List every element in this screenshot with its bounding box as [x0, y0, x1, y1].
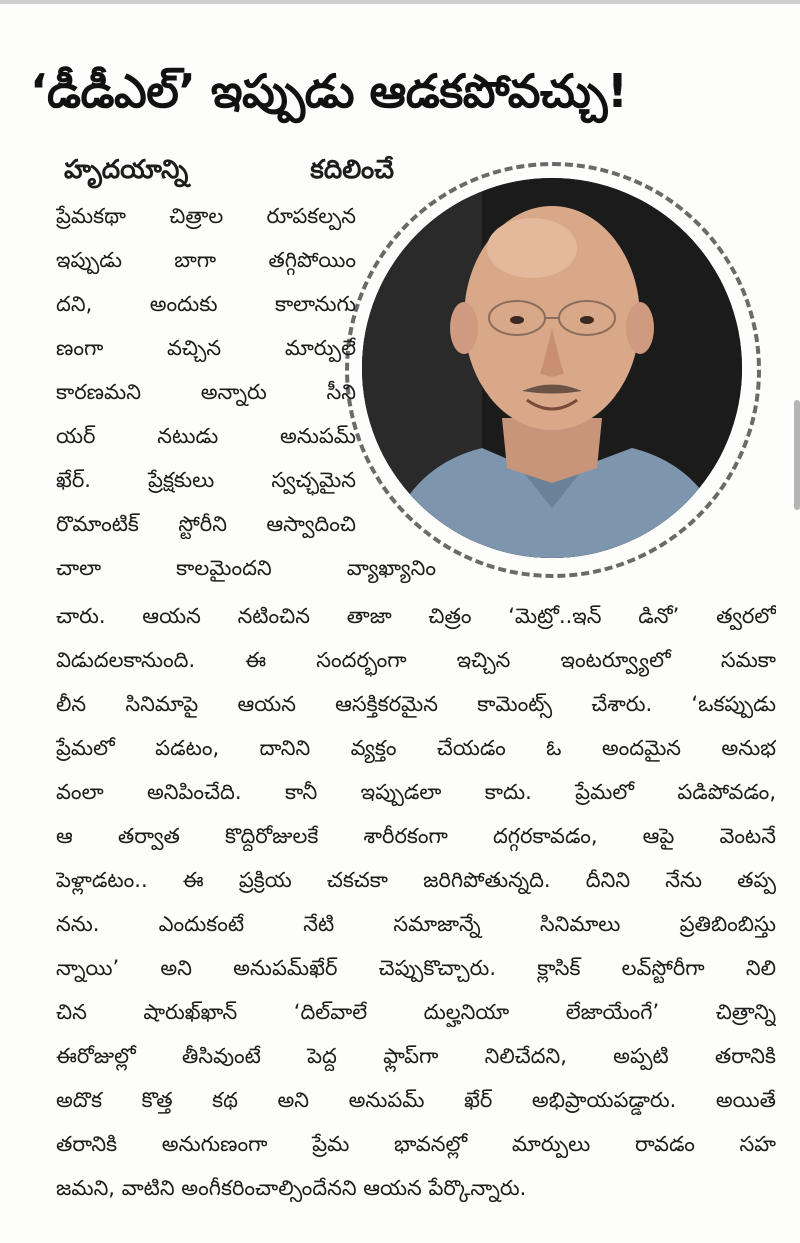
- article-line: ఇప్పుడు బాగా తగ్గిపోయిం: [56, 248, 356, 272]
- top-border: [0, 0, 800, 4]
- headline: ‘డీడీఎల్’ ఇప్పుడు ఆడకపోవచ్చు!: [30, 64, 628, 118]
- portrait-photo: [362, 178, 742, 558]
- article-line: తరానికి అనుగుణంగా ప్రేమ భావనల్లో మార్పులు రావడం సహ: [56, 1132, 776, 1156]
- article-line: ణంగా వచ్చిన మార్పులే: [56, 336, 356, 360]
- article-line: చిన షారుఖ్‌ఖాన్ ‘దిల్‌వాలే దుల్హనియా లేజాయేంగే’ చిత్రాన్ని: [56, 1000, 776, 1024]
- article-line: వంలా అనిపించేది. కానీ ఇప్పుడలా కాదు. ప్రేమలో పడిపోవడం,: [56, 780, 776, 804]
- article-line: పెళ్లాడటం.. ఈ ప్రక్రియ చకచకా జరిగిపోతున్నది. దీనిని నేను తప్ప: [56, 868, 776, 892]
- article-line: చారు. ఆయన నటించిన తాజా చిత్రం ‘మెట్రో..ఇన్ డినో’ త్వరలో: [56, 604, 776, 628]
- portrait-illustration: [362, 178, 742, 558]
- article-line: చాలా కాలమైందని వ్యాఖ్యానిం: [56, 556, 436, 580]
- article-line: దని, అందుకు కాలానుగు: [56, 292, 356, 316]
- article-line: యర్ నటుడు అనుపమ్: [56, 424, 356, 448]
- article-line: ప్రేమలో పడటం, దానిని వ్యక్తం చేయడం ఓ అందమైన అనుభ: [56, 736, 776, 760]
- article-line: న్నాయి’ అని అనుపమ్‌ఖేర్ చెప్పుకొచ్చారు. క్లాసిక్ లవ్‌స్టోరీగా నిలి: [56, 956, 776, 980]
- article-line: అదొక కొత్త కథ అని అనుపమ్ ఖేర్ అభిప్రాయపడ్డారు. అయితే: [56, 1088, 776, 1112]
- article-line: ప్రేమకథా చిత్రాల రూపకల్పన: [56, 204, 356, 228]
- scrollbar-thumb[interactable]: [794, 400, 800, 510]
- article-line: ఈరోజుల్లో తీసివుంటే పెద్ద ఫ్లాప్‌గా నిలిచేదని, అప్పటి తరానికి: [56, 1044, 776, 1068]
- article-line: రొమాంటిక్ స్టోరీని ఆస్వాదించి: [56, 512, 356, 536]
- article-line: లీన సినిమాపై ఆయన ఆసక్తికరమైన కామెంట్స్ చేశారు. ‘ఒకప్పుడు: [56, 692, 776, 716]
- article-line: హృదయాన్ని కదిలించే: [64, 155, 394, 185]
- article-line: ఆ తర్వాత కొద్దిరోజులకే శారీరకంగా దగ్గరకావడం, ఆపై వెంటనే: [56, 824, 776, 848]
- article-line: విడుదలకానుంది. ఈ సందర్భంగా ఇచ్చిన ఇంటర్వ్యూలో సమకా: [56, 648, 776, 672]
- article-line: నను. ఎందుకంటే నేటి సమాజాన్నే సినిమాలు ప్రతిబింబిస్తు: [56, 912, 776, 936]
- article-line: జమని, వాటిని అంగీకరించాల్సిందేనని ఆయన పేర్కొన్నారు.: [56, 1176, 527, 1200]
- article-line: ఖేర్. ప్రేక్షకులు స్వచ్ఛమైన: [56, 468, 356, 492]
- article-line: కారణమని అన్నారు సీని: [56, 380, 356, 404]
